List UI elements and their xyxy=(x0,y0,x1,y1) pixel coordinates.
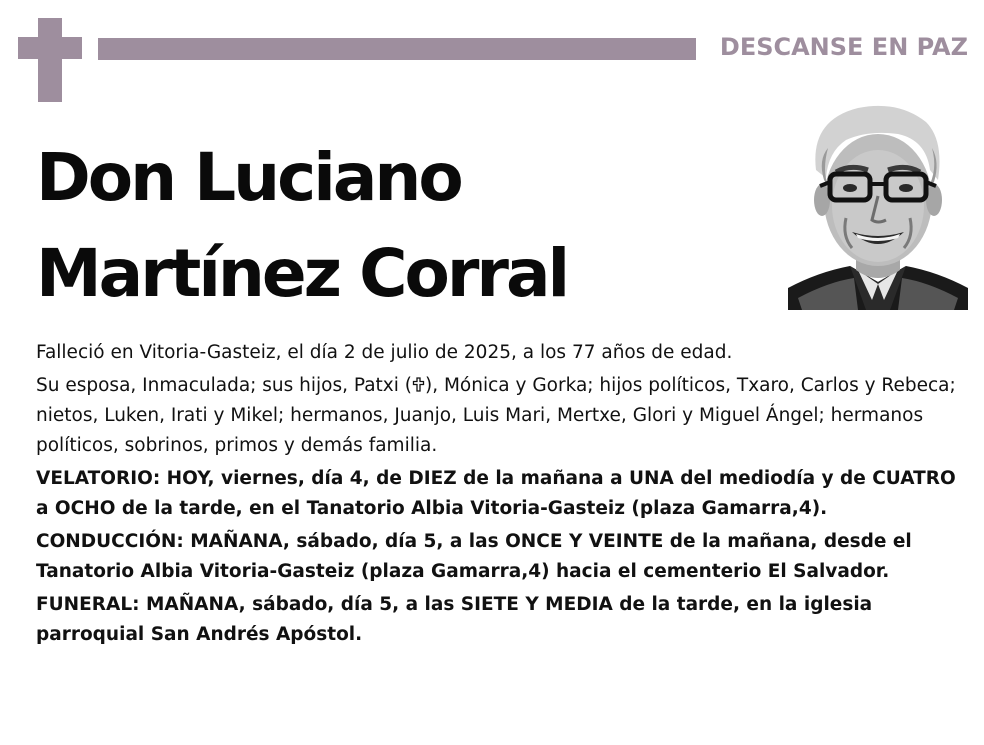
cross-icon-vertical xyxy=(38,18,62,102)
header-label: DESCANSE EN PAZ xyxy=(719,33,968,61)
death-notice: Falleció en Vitoria-Gasteiz, el día 2 de julio de 2025, a los 77 años de edad. xyxy=(36,342,733,363)
family-paragraph xyxy=(36,371,966,461)
family-text-part2: ), Mónica y Gorka; hijos políticos, Txaro, Carlos y Rebeca; nietos, Luken, Irati y Mikel; hermanos, Juanjo, Luis Mari, Mertxe, Glori y Miguel Ángel; hermanos políticos, sobrinos, primos y demás familia. xyxy=(36,375,956,456)
deceased-cross-icon xyxy=(412,377,425,392)
notice-body xyxy=(36,338,966,653)
velatorio-info: VELATORIO: HOY, viernes, día 4, de DIEZ de la mañana a UNA del mediodía y de CUATRO a OCHO de la tarde, en el Tanatorio Albia Vitoria-Gasteiz (plaza Gamarra,4). xyxy=(36,468,956,519)
conduccion-info: CONDUCCIÓN: MAÑANA, sábado, día 5, a las ONCE Y VEINTE de la mañana, desde el Tanatorio Albia Vitoria-Gasteiz (plaza Gamarra,4) hacia el cementerio El Salvador. xyxy=(36,531,912,582)
name-line-2: Martínez Corral xyxy=(36,235,568,312)
deceased-name xyxy=(36,130,567,322)
header-divider-bar xyxy=(98,38,696,60)
funeral-info: FUNERAL: MAÑANA, sábado, día 5, a las SIETE Y MEDIA de la tarde, en la iglesia parroquial San Andrés Apóstol. xyxy=(36,594,873,645)
cross-icon-horizontal xyxy=(18,37,82,59)
name-line-1: Don Luciano xyxy=(36,139,461,216)
portrait-photo xyxy=(788,100,968,310)
family-text-part1: Su esposa, Inmaculada; sus hijos, Patxi ( xyxy=(36,375,412,396)
